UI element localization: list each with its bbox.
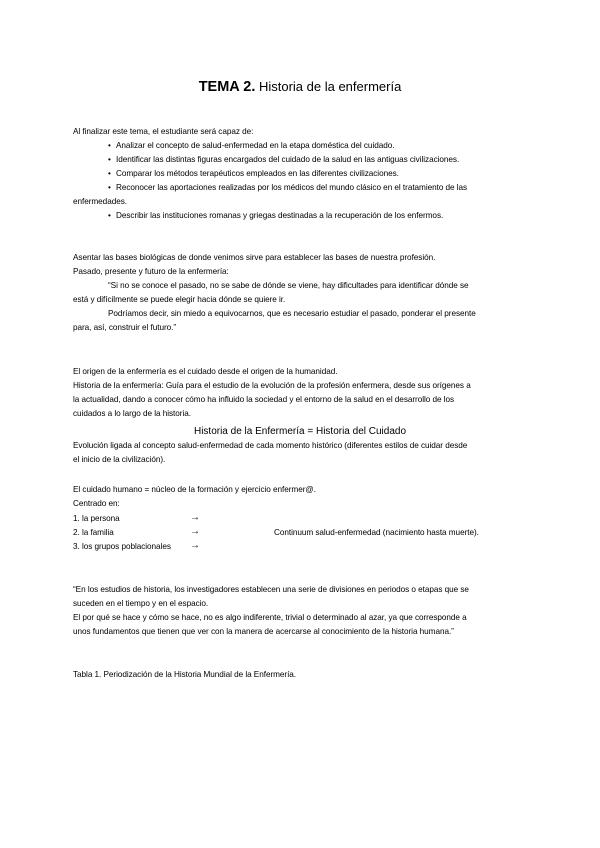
history-quote-line-3: El por qué se hace y cómo se hace, no es algo indiferente, trivial o determinado al azar, ya que corresponde a — [73, 613, 467, 622]
objectives-intro: Al finalizar este tema, el estudiante será capaz de: — [73, 127, 254, 136]
bases-line-2: Pasado, presente y futuro de la enfermería: — [73, 267, 229, 276]
care-item-persona: 1. la persona — [73, 514, 120, 523]
arrow-icon: → — [190, 540, 200, 551]
page-title — [0, 79, 600, 95]
care-item-familia: 2. la familia — [73, 528, 114, 537]
continuum-text: Continuum salud-enfermedad (nacimiento hasta muerte). — [274, 528, 479, 537]
care-line-1: El cuidado humano = núcleo de la formación y ejercicio enfermer@. — [73, 485, 316, 494]
objective-item-4-cont: enfermedades. — [73, 197, 127, 206]
history-quote-line-4: unos fundamentos que tienen que ver con la manera de acercarse al conocimiento de la historia humana.” — [73, 627, 454, 636]
evolution-line-2: el inicio de la civilización). — [73, 455, 166, 464]
care-centered-label: Centrado en: — [73, 499, 120, 508]
history-quote-line-2: suceden en el tiempo y en el espacio. — [73, 599, 209, 608]
arrow-icon: → — [190, 512, 200, 523]
section-subtitle: Historia de la Enfermería = Historia del Cuidado — [193, 426, 407, 437]
quote-1-line-1: “Si no se conoce el pasado, no se sabe de dónde se viene, hay dificultades para identificar dónde se — [108, 281, 469, 290]
origin-line-2: Historia de la enfermería: Guía para el estudio de la evolución de la profesión enfermera, desde sus orígenes a — [73, 381, 471, 390]
evolution-line-1: Evolución ligada al concepto salud-enfermedad de cada momento histórico (diferentes estilos de cuidar desde — [73, 441, 468, 450]
care-item-grupos: 3. los grupos poblacionales — [73, 542, 171, 551]
bases-line-1: Asentar las bases biológicas de donde venimos sirve para establecer las bases de nuestra profesión. — [73, 253, 436, 262]
origin-line-1: El origen de la enfermería es el cuidado desde el origen de la humanidad. — [73, 367, 338, 376]
title-rest: Historia de la enfermería — [255, 79, 402, 94]
origin-line-4: cuidados a lo largo de la historia. — [73, 409, 191, 418]
objective-item-3: • Comparar los métodos terapéuticos empleados en las diferentes civilizaciones. — [116, 168, 399, 180]
quote-1-line-2: está y difícilmente se puede elegir hacia dónde se quiere ir. — [73, 295, 286, 304]
quote-2-line-2: para, así, construir el futuro.” — [73, 323, 177, 332]
arrow-icon: → — [190, 526, 200, 537]
objective-item-2: • Identificar las distintas figuras encargados del cuidado de la salud en las antiguas civilizaciones. — [116, 154, 459, 166]
history-quote-line-1: “En los estudios de historia, los investigadores establecen una serie de divisiones en periodos o etapas que se — [73, 585, 469, 594]
objective-item-1: • Analizar el concepto de salud-enfermedad en la etapa doméstica del cuidado. — [116, 140, 394, 152]
objective-item-4: • Reconocer las aportaciones realizadas por los médicos del mundo clásico en el tratamiento de las — [116, 182, 467, 194]
table-caption: Tabla 1. Periodización de la Historia Mundial de la Enfermería. — [73, 670, 297, 679]
quote-2-line-1: Podríamos decir, sin miedo a equivocarnos, que es necesario estudiar el pasado, ponderar el presente — [108, 309, 476, 318]
origin-line-3: la actualidad, dando a conocer cómo ha influido la sociedad y el entorno de la salud en el desarrollo de los — [73, 395, 455, 404]
title-bold: TEMA 2. — [198, 79, 256, 95]
objective-item-5: • Describir las instituciones romanas y griegas destinadas a la recuperación de los enfermos. — [116, 210, 443, 222]
